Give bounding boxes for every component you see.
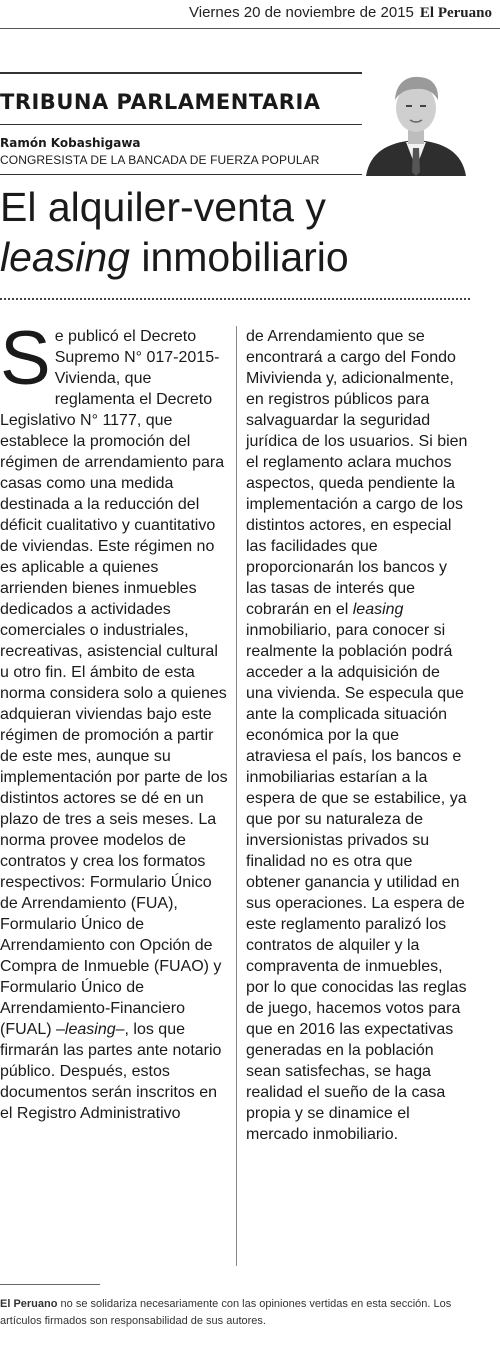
footnote-paper: El Peruano — [0, 1298, 58, 1310]
section-title-rule — [0, 124, 370, 125]
author-name: Ramón Kobashigawa — [0, 136, 141, 150]
footnote-rule — [0, 1284, 100, 1285]
article-paragraph-1 — [0, 316, 228, 1124]
issue-date: Viernes 20 de noviembre de 2015 — [189, 4, 414, 21]
article-column-2 — [246, 326, 468, 1145]
col2-start: de Arrendamiento que se encontrará a cargo del Fondo Mivivienda y, adicionalmente, en registros públicos para salvaguardar la seguridad jurídica de los usuarios. Si bien el reglamento aclara muchos aspectos, queda pendiente la implementación a cargo de los distintos actores, en especial las facilidades que proporcionarán los bancos y las tasas de interés que cobrarán en el — [246, 328, 468, 618]
col1-italic: leasing — [64, 1021, 116, 1038]
headline-line-1: El alquiler-venta y — [0, 184, 326, 230]
article-headline — [0, 182, 470, 282]
newspaper-name: El Peruano — [419, 5, 492, 21]
drop-cap: S — [0, 316, 51, 401]
headline-line-2: inmobiliario — [129, 234, 349, 280]
article-column-1 — [0, 316, 228, 1124]
col1-text: e publicó el Decreto Supremo N° 017-2015-Vivienda, que reglamenta el Decreto Legislativo N° 1177, que establece la promoción del régimen de arrendamiento para casas como una medida destinada a la reducción del déficit cualitativo y cuantitativo de viviendas. Este régimen no es aplicable a quienes arrienden bienes inmuebles dedicados a actividades comerciales o industriales, recreativas, asistencial cultural u otro fin. El ámbito de esta norma considera solo a quienes adquieran viviendas bajo este régimen de promoción a partir de este mes, aunque su implementación por parte de los distintos actores se dé en un plazo de tres a seis meses. La norma provee modelos de contratos y crea los formatos respectivos: Formulario Único de Arrendamiento (FUA), Formulario Único de Arrendamiento con Opción de Compra de Inmueble (FUAO) y Formulario Único de Arrendamiento-Financiero (FUAL) – — [0, 328, 228, 1038]
article-paragraph-2 — [246, 326, 468, 1145]
page-header — [0, 4, 492, 22]
section-title: TRIBUNA PARLAMENTARIA — [0, 90, 321, 114]
column-divider — [236, 326, 237, 1266]
footnote-text: no se solidariza necesariamente con las opiniones vertidas en esta sección. Los artículos firmados son responsabilidad de sus autores. — [0, 1298, 452, 1327]
author-portrait — [362, 68, 470, 176]
col2-end: inmobiliario, para conocer si realmente la población podrá acceder a la adquisición de una vivienda. Se especula que ante la complicada situación económica por la que atraviesa el país, los bancos e inmobiliarias estarían a la espera de que se estabilice, ya que por su naturaleza de inversionistas privados su finalidad no es otra que obtener ganancia y utilidad en sus operaciones. La espera de este reglamento paralizó los contratos de alquiler y la compraventa de inmuebles, por lo que conocidas las reglas de juego, hacemos votos para que en 2016 las expectativas generadas en la población sean satisfechas, se haga realidad el sueño de la casa propia y se dinamice el mercado inmobiliario. — [246, 622, 467, 1143]
headline-italic-word: leasing — [0, 234, 130, 280]
dotted-divider — [0, 298, 470, 300]
col1-end: –, los que firmarán las partes ante notario público. Después, estos documentos serán inscritos en el Registro Administrativo — [0, 1021, 222, 1122]
col2-italic: leasing — [352, 601, 404, 618]
disclaimer-footnote — [0, 1296, 470, 1330]
author-role: CONGRESISTA DE LA BANCADA DE FUERZA POPULAR — [0, 153, 320, 167]
header-rule — [0, 28, 500, 29]
